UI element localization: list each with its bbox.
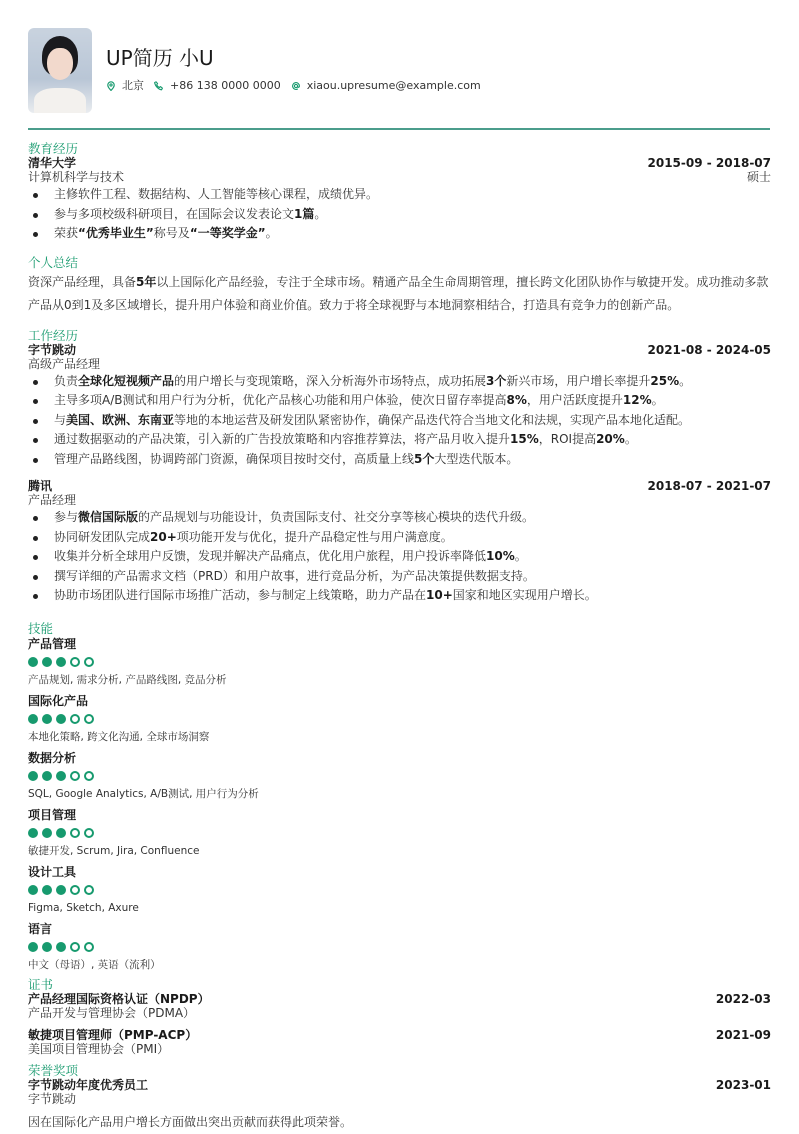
skill-keywords: SQL, Google Analytics, A/B测试, 用户行为分析 bbox=[28, 787, 259, 800]
summary-text: 资深产品经理，具备5年以上国际化产品经验，专注于全球市场。精通产品全生命周期管理，擅长跨文化团队协作与敏捷开发。成功推动多款产品从0到1及多区域增长，提升用户体验和商业价值。致力于将全球视野与本地洞察相结合，打造具有竞争力的创新产品。 bbox=[28, 274, 769, 312]
filled-dot-icon bbox=[42, 771, 52, 781]
list-item: 主修软件工程、数据结构、人工智能等核心课程，成绩优异。 bbox=[28, 185, 771, 205]
skill-rating bbox=[28, 657, 771, 667]
filled-dot-icon bbox=[42, 885, 52, 895]
certificates-section bbox=[28, 978, 771, 1056]
list-item: 负责全球化短视频产品的用户增长与变现策略，深入分析海外市场特点，成功拓展3个新兴市场，用户增长率提升25%。 bbox=[28, 372, 771, 392]
section-title-work: 工作经历 bbox=[28, 327, 79, 343]
skill-rating bbox=[28, 885, 771, 895]
contact-location bbox=[106, 78, 144, 95]
filled-dot-icon bbox=[28, 828, 38, 838]
filled-dot-icon bbox=[56, 657, 66, 667]
empty-dot-icon bbox=[84, 828, 94, 838]
empty-dot-icon bbox=[84, 714, 94, 724]
work-entry bbox=[28, 479, 771, 606]
skill-keywords: Figma, Sketch, Axure bbox=[28, 901, 139, 914]
filled-dot-icon bbox=[56, 771, 66, 781]
education-section bbox=[28, 142, 771, 244]
award-name: 字节跳动年度优秀员工 bbox=[28, 1077, 149, 1092]
certificate-name: 产品经理国际资格认证（NPDP） bbox=[28, 991, 210, 1006]
section-title-awards: 荣誉奖项 bbox=[28, 1062, 79, 1078]
skill-name: 数据分析 bbox=[28, 750, 77, 765]
work-entry bbox=[28, 343, 771, 470]
skill-keywords: 本地化策略, 跨文化沟通, 全球市场洞察 bbox=[28, 730, 210, 743]
location-pin-icon bbox=[106, 81, 116, 91]
section-title-education: 教育经历 bbox=[28, 141, 79, 156]
award-item bbox=[28, 1078, 771, 1134]
resume-body bbox=[0, 142, 799, 1134]
list-item: 管理产品路线图，协调跨部门资源，确保项目按时交付，高质量上线5个大型迭代版本。 bbox=[28, 450, 771, 470]
summary-section bbox=[28, 256, 771, 317]
job-title: 产品经理 bbox=[28, 493, 77, 507]
certificate-issuer: 美国项目管理协会（PMI） bbox=[28, 1041, 170, 1056]
contact-email bbox=[291, 78, 481, 95]
certificate-item bbox=[28, 992, 771, 1020]
skill-name: 设计工具 bbox=[28, 864, 77, 879]
work-bullets bbox=[28, 372, 771, 470]
education-bullets bbox=[28, 185, 771, 244]
certificate-date: 2022-03 bbox=[715, 991, 771, 1006]
list-item: 收集并分析全球用户反馈，发现并解决产品痛点，优化用户旅程，用户投诉率降低10%。 bbox=[28, 547, 771, 567]
filled-dot-icon bbox=[28, 885, 38, 895]
skill-name: 语言 bbox=[28, 921, 53, 936]
filled-dot-icon bbox=[56, 885, 66, 895]
filled-dot-icon bbox=[42, 657, 52, 667]
empty-dot-icon bbox=[84, 885, 94, 895]
certificate-date: 2021-09 bbox=[715, 1027, 771, 1042]
skill-item bbox=[28, 636, 771, 687]
empty-dot-icon bbox=[70, 771, 80, 781]
skill-rating bbox=[28, 828, 771, 838]
filled-dot-icon bbox=[42, 942, 52, 952]
location-text: 北京 bbox=[122, 79, 144, 92]
skill-item bbox=[28, 693, 771, 744]
phone-text: +86 138 0000 0000 bbox=[170, 79, 281, 92]
award-issuer: 字节跳动 bbox=[28, 1091, 77, 1106]
work-section bbox=[28, 329, 771, 606]
skills-list bbox=[28, 636, 771, 972]
list-item: 协同研发团队完成20+项功能开发与优化，提升产品稳定性与用户满意度。 bbox=[28, 528, 771, 548]
filled-dot-icon bbox=[56, 942, 66, 952]
list-item: 荣获“优秀毕业生”称号及“一等奖学金”。 bbox=[28, 224, 771, 244]
contact-info bbox=[106, 78, 491, 95]
list-item: 协助市场团队进行国际市场推广活动，参与制定上线策略，助力产品在10+国家和地区实现用户增长。 bbox=[28, 586, 771, 606]
list-item: 主导多项A/B测试和用户行为分析，优化产品核心功能和用户体验，使次日留存率提高8%，用户活跃度提升12%。 bbox=[28, 391, 771, 411]
skill-item bbox=[28, 750, 771, 801]
filled-dot-icon bbox=[42, 828, 52, 838]
education-date: 2015-09 - 2018-07 bbox=[647, 156, 771, 170]
list-item: 撰写详细的产品需求文档（PRD）和用户故事，进行竞品分析，为产品决策提供数据支持。 bbox=[28, 567, 771, 587]
filled-dot-icon bbox=[42, 714, 52, 724]
company-name: 腾讯 bbox=[28, 479, 53, 493]
resume-header bbox=[0, 0, 799, 130]
filled-dot-icon bbox=[56, 714, 66, 724]
candidate-name: UP简历 小U bbox=[106, 46, 214, 70]
filled-dot-icon bbox=[56, 828, 66, 838]
at-sign-icon bbox=[291, 81, 301, 91]
empty-dot-icon bbox=[70, 828, 80, 838]
list-item: 通过数据驱动的产品决策，引入新的广告投放策略和内容推荐算法，将产品月收入提升15%，ROI提高20%。 bbox=[28, 430, 771, 450]
skill-keywords: 中文（母语）, 英语（流利） bbox=[28, 958, 161, 971]
degree: 硕士 bbox=[746, 170, 771, 184]
company-name: 字节跳动 bbox=[28, 342, 77, 357]
skill-name: 项目管理 bbox=[28, 807, 77, 822]
work-date: 2021-08 - 2024-05 bbox=[647, 342, 771, 357]
skill-name: 产品管理 bbox=[28, 636, 77, 651]
skill-item bbox=[28, 864, 771, 915]
section-title-summary: 个人总结 bbox=[28, 254, 79, 270]
filled-dot-icon bbox=[28, 657, 38, 667]
email-text[interactable]: xiaou.upresume@example.com bbox=[306, 79, 481, 92]
skill-item bbox=[28, 807, 771, 858]
skill-keywords: 敏捷开发, Scrum, Jira, Confluence bbox=[28, 844, 200, 857]
certificate-name: 敏捷项目管理师（PMP-ACP） bbox=[28, 1027, 198, 1042]
certificate-item bbox=[28, 1028, 771, 1056]
skill-rating bbox=[28, 714, 771, 724]
skill-item bbox=[28, 921, 771, 972]
contact-phone bbox=[154, 78, 281, 95]
major: 计算机科学与技术 bbox=[28, 170, 125, 184]
skills-section bbox=[28, 622, 771, 972]
skill-rating bbox=[28, 771, 771, 781]
empty-dot-icon bbox=[70, 714, 80, 724]
skill-name: 国际化产品 bbox=[28, 693, 89, 708]
phone-icon bbox=[154, 81, 164, 91]
list-item: 与美国、欧洲、东南亚等地的本地运营及研发团队紧密协作，确保产品迭代符合当地文化和法规，实现产品本地化适配。 bbox=[28, 411, 771, 431]
list-item: 参与多项校级科研项目，在国际会议发表论文1篇。 bbox=[28, 205, 771, 225]
work-date: 2018-07 - 2021-07 bbox=[647, 479, 771, 493]
skill-keywords: 产品规划, 需求分析, 产品路线图, 竞品分析 bbox=[28, 673, 227, 686]
filled-dot-icon bbox=[28, 714, 38, 724]
filled-dot-icon bbox=[28, 771, 38, 781]
empty-dot-icon bbox=[84, 771, 94, 781]
section-title-certificates: 证书 bbox=[28, 976, 54, 992]
certificate-issuer: 产品开发与管理协会（PDMA） bbox=[28, 1005, 196, 1020]
empty-dot-icon bbox=[70, 657, 80, 667]
list-item: 参与微信国际版的产品规划与功能设计，负责国际支付、社交分享等核心模块的迭代升级。 bbox=[28, 508, 771, 528]
empty-dot-icon bbox=[70, 942, 80, 952]
award-description: 因在国际化产品用户增长方面做出突出贡献而获得此项荣誉。 bbox=[28, 1114, 353, 1129]
job-title: 高级产品经理 bbox=[28, 356, 101, 371]
profile-photo bbox=[28, 28, 92, 113]
section-title-skills: 技能 bbox=[28, 620, 54, 636]
empty-dot-icon bbox=[70, 885, 80, 895]
filled-dot-icon bbox=[28, 942, 38, 952]
empty-dot-icon bbox=[84, 657, 94, 667]
work-bullets bbox=[28, 508, 771, 606]
empty-dot-icon bbox=[84, 942, 94, 952]
header-divider bbox=[28, 128, 770, 130]
award-date: 2023-01 bbox=[715, 1077, 771, 1092]
school-name: 清华大学 bbox=[28, 156, 77, 170]
skill-rating bbox=[28, 942, 771, 952]
awards-section bbox=[28, 1064, 771, 1134]
